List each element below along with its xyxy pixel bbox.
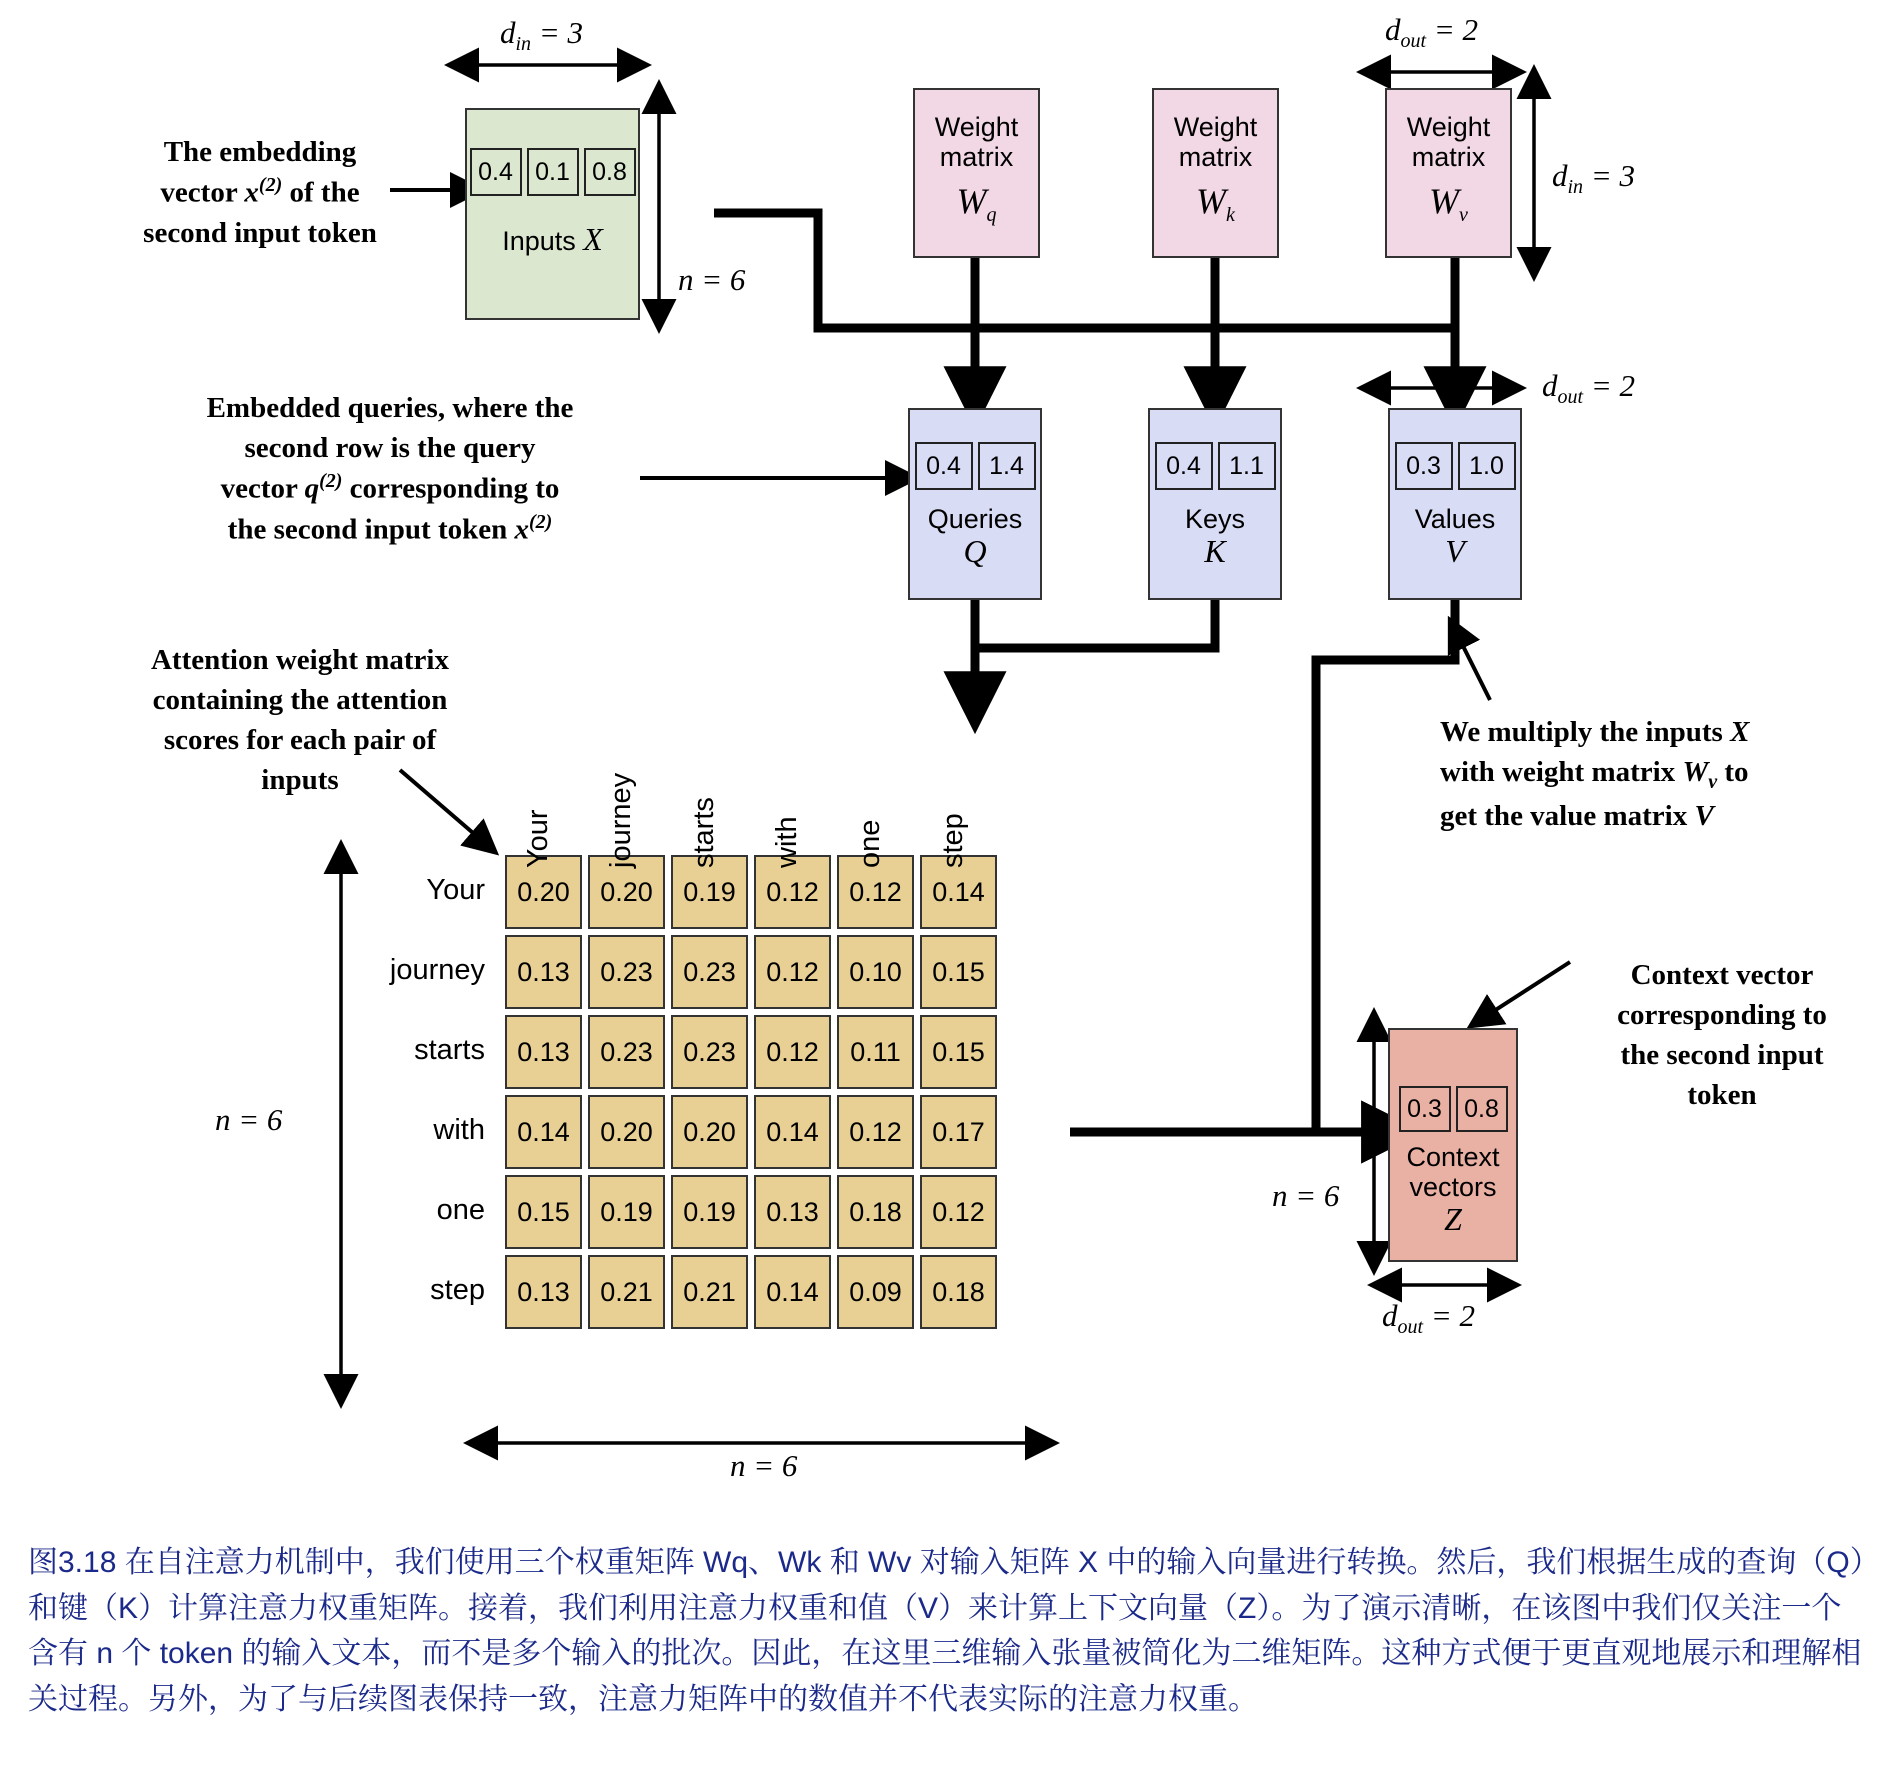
attention-row-header: one — [436, 1194, 485, 1226]
attention-cell: 0.19 — [588, 1175, 665, 1249]
wq-math: $W_q$ — [956, 181, 997, 227]
attention-cell: 0.15 — [920, 1015, 997, 1089]
attention-cell: 0.14 — [505, 1095, 582, 1169]
attention-cell: 0.12 — [754, 855, 831, 929]
attention-cell: 0.12 — [837, 855, 914, 929]
keys-math: K — [1204, 533, 1226, 570]
context-dout-label: $d_{out} = 2$ — [1382, 1298, 1475, 1339]
inputs-cell: 0.1 — [527, 148, 579, 196]
attention-cell: 0.20 — [671, 1095, 748, 1169]
wk-label — [1174, 112, 1258, 172]
wq-label-l2: matrix — [939, 142, 1014, 173]
inputs-matrix — [465, 108, 640, 320]
annotation-embedded-queries: Embedded queries, where the second row is the query vector $q^{(2)}$ corresponding to the second input token $x^{(2)}$ — [206, 392, 574, 546]
annotation-embedding-vector: The embedding vector $x^{(2)}$ of the second input token — [143, 136, 377, 249]
annotation-context-vector: Context vector corresponding to the second input token — [1617, 959, 1827, 1112]
attention-cell: 0.12 — [837, 1095, 914, 1169]
wv-label-l1: Weight — [1406, 112, 1491, 142]
attention-cell: 0.13 — [754, 1175, 831, 1249]
attention-rows-n-label: n = 6 — [215, 1102, 283, 1137]
attention-cell: 0.17 — [920, 1095, 997, 1169]
keys-row — [1155, 442, 1276, 490]
wv-math: $W_v$ — [1429, 181, 1468, 227]
attention-grid — [505, 855, 997, 1329]
keys-matrix — [1148, 408, 1282, 600]
attention-column-header: step — [936, 813, 969, 868]
attention-row-header: starts — [414, 1034, 485, 1066]
attention-cell: 0.10 — [837, 935, 914, 1009]
weight-matrix-wv — [1385, 88, 1512, 258]
attention-cell: 0.11 — [837, 1015, 914, 1089]
attention-cols-n-label: n = 6 — [730, 1448, 798, 1483]
attention-cell: 0.15 — [505, 1175, 582, 1249]
weights-din-label: $d_{in} = 3$ — [1552, 158, 1635, 199]
attention-cell: 0.13 — [505, 935, 582, 1009]
attention-matrix — [505, 855, 997, 1329]
wq-label — [935, 112, 1019, 172]
attention-row-header: with — [433, 1114, 485, 1146]
attention-column-header: starts — [687, 797, 720, 868]
attention-cell: 0.12 — [754, 935, 831, 1009]
attention-cell: 0.23 — [671, 1015, 748, 1089]
values-cell: 0.3 — [1395, 442, 1453, 490]
values-matrix — [1388, 408, 1522, 600]
keys-cell: 1.1 — [1218, 442, 1276, 490]
attention-column-header: journey — [604, 772, 637, 868]
attention-cell: 0.14 — [754, 1255, 831, 1329]
queries-cell: 1.4 — [978, 442, 1036, 490]
inputs-label-text: Inputs — [502, 226, 576, 256]
context-vectors-matrix — [1388, 1028, 1518, 1262]
attention-row-header: journey — [389, 954, 485, 986]
values-row — [1395, 442, 1516, 490]
context-cell: 0.3 — [1399, 1086, 1451, 1132]
attention-cell: 0.15 — [920, 935, 997, 1009]
wv-label-l2: matrix — [1411, 142, 1486, 173]
keys-cell: 0.4 — [1155, 442, 1213, 490]
weight-matrix-wk — [1152, 88, 1279, 258]
context-label: Context vectors Z — [1406, 1142, 1500, 1238]
queries-matrix — [908, 408, 1042, 600]
values-cell: 1.0 — [1458, 442, 1516, 490]
wv-label — [1407, 112, 1491, 172]
attention-cell: 0.23 — [671, 935, 748, 1009]
qkv-dout-label: $d_{out} = 2$ — [1542, 368, 1635, 409]
inputs-din-label: $d_{in} = 3$ — [500, 15, 583, 56]
attention-cell: 0.23 — [588, 935, 665, 1009]
context-math: Z — [1444, 1201, 1462, 1238]
attention-column-header: Your — [521, 809, 554, 868]
values-math: V — [1445, 533, 1465, 570]
keys-label: Keys K — [1184, 504, 1246, 570]
attention-cell: 0.21 — [588, 1255, 665, 1329]
annotation-multiply-inputs: We multiply the inputs X with weight matrix $W_v$ to get the value matrix V — [1440, 716, 1750, 833]
wk-label-l2: matrix — [1178, 142, 1253, 173]
attention-cell: 0.19 — [671, 1175, 748, 1249]
wq-label-l1: Weight — [934, 112, 1019, 142]
wk-math: $W_k$ — [1196, 181, 1235, 227]
weights-dout-label: $d_{out} = 2$ — [1385, 12, 1478, 53]
attention-cell: 0.19 — [671, 855, 748, 929]
queries-row — [915, 442, 1036, 490]
attention-cell: 0.21 — [671, 1255, 748, 1329]
attention-cell: 0.13 — [505, 1255, 582, 1329]
attention-cell: 0.13 — [505, 1015, 582, 1089]
queries-math: Q — [963, 533, 987, 570]
attention-cell: 0.20 — [505, 855, 582, 929]
attention-column-header: one — [853, 819, 886, 868]
weight-matrix-wq — [913, 88, 1040, 258]
attention-row-header: step — [430, 1274, 485, 1306]
attention-cell: 0.14 — [754, 1095, 831, 1169]
queries-label: Queries Q — [927, 504, 1023, 570]
context-row — [1399, 1086, 1508, 1132]
context-cell: 0.8 — [1456, 1086, 1508, 1132]
queries-cell: 0.4 — [915, 442, 973, 490]
attention-cell: 0.12 — [754, 1015, 831, 1089]
attention-cell: 0.12 — [920, 1175, 997, 1249]
figure-caption: 图3.18 在自注意力机制中，我们使用三个权重矩阵 Wq、Wk 和 Wv 对输入矩阵 X 中的输入向量进行转换。然后，我们根据生成的查询（Q）和键（K）计算注意力权重矩阵。接着，我们利用注意力权重和值（V）来计算上下文向量（Z）。为了演示清晰，在该图中我们仅关注一个含有 n 个 token 的输入文本，而不是多个输入的批次。因此，在这里三维输入张量被简化为二维矩阵。这种方式便于更直观地展示和理解相关过程。另外，为了与后续图表保持一致，注意力矩阵中的数值并不代表实际的注意力权重。 — [28, 1546, 1865, 1716]
attention-cell: 0.20 — [588, 1095, 665, 1169]
attention-cell: 0.14 — [920, 855, 997, 929]
attention-cell: 0.09 — [837, 1255, 914, 1329]
inputs-row — [470, 148, 636, 196]
attention-cell: 0.18 — [920, 1255, 997, 1329]
attention-column-header: with — [770, 816, 803, 868]
inputs-n-label: n = 6 — [678, 262, 746, 297]
inputs-label-math: X — [583, 221, 603, 257]
attention-cell: 0.20 — [588, 855, 665, 929]
inputs-label — [502, 222, 603, 258]
values-label: Values V — [1414, 504, 1496, 570]
attention-row-header: Your — [426, 874, 485, 906]
wk-label-l1: Weight — [1173, 112, 1258, 142]
attention-cell: 0.18 — [837, 1175, 914, 1249]
inputs-cell: 0.4 — [470, 148, 522, 196]
context-n-label: n = 6 — [1272, 1178, 1340, 1213]
annotation-attention-weight-matrix: Attention weight matrix containing the attention scores for each pair of inputs — [150, 644, 449, 797]
attention-cell: 0.23 — [588, 1015, 665, 1089]
inputs-cell: 0.8 — [584, 148, 636, 196]
